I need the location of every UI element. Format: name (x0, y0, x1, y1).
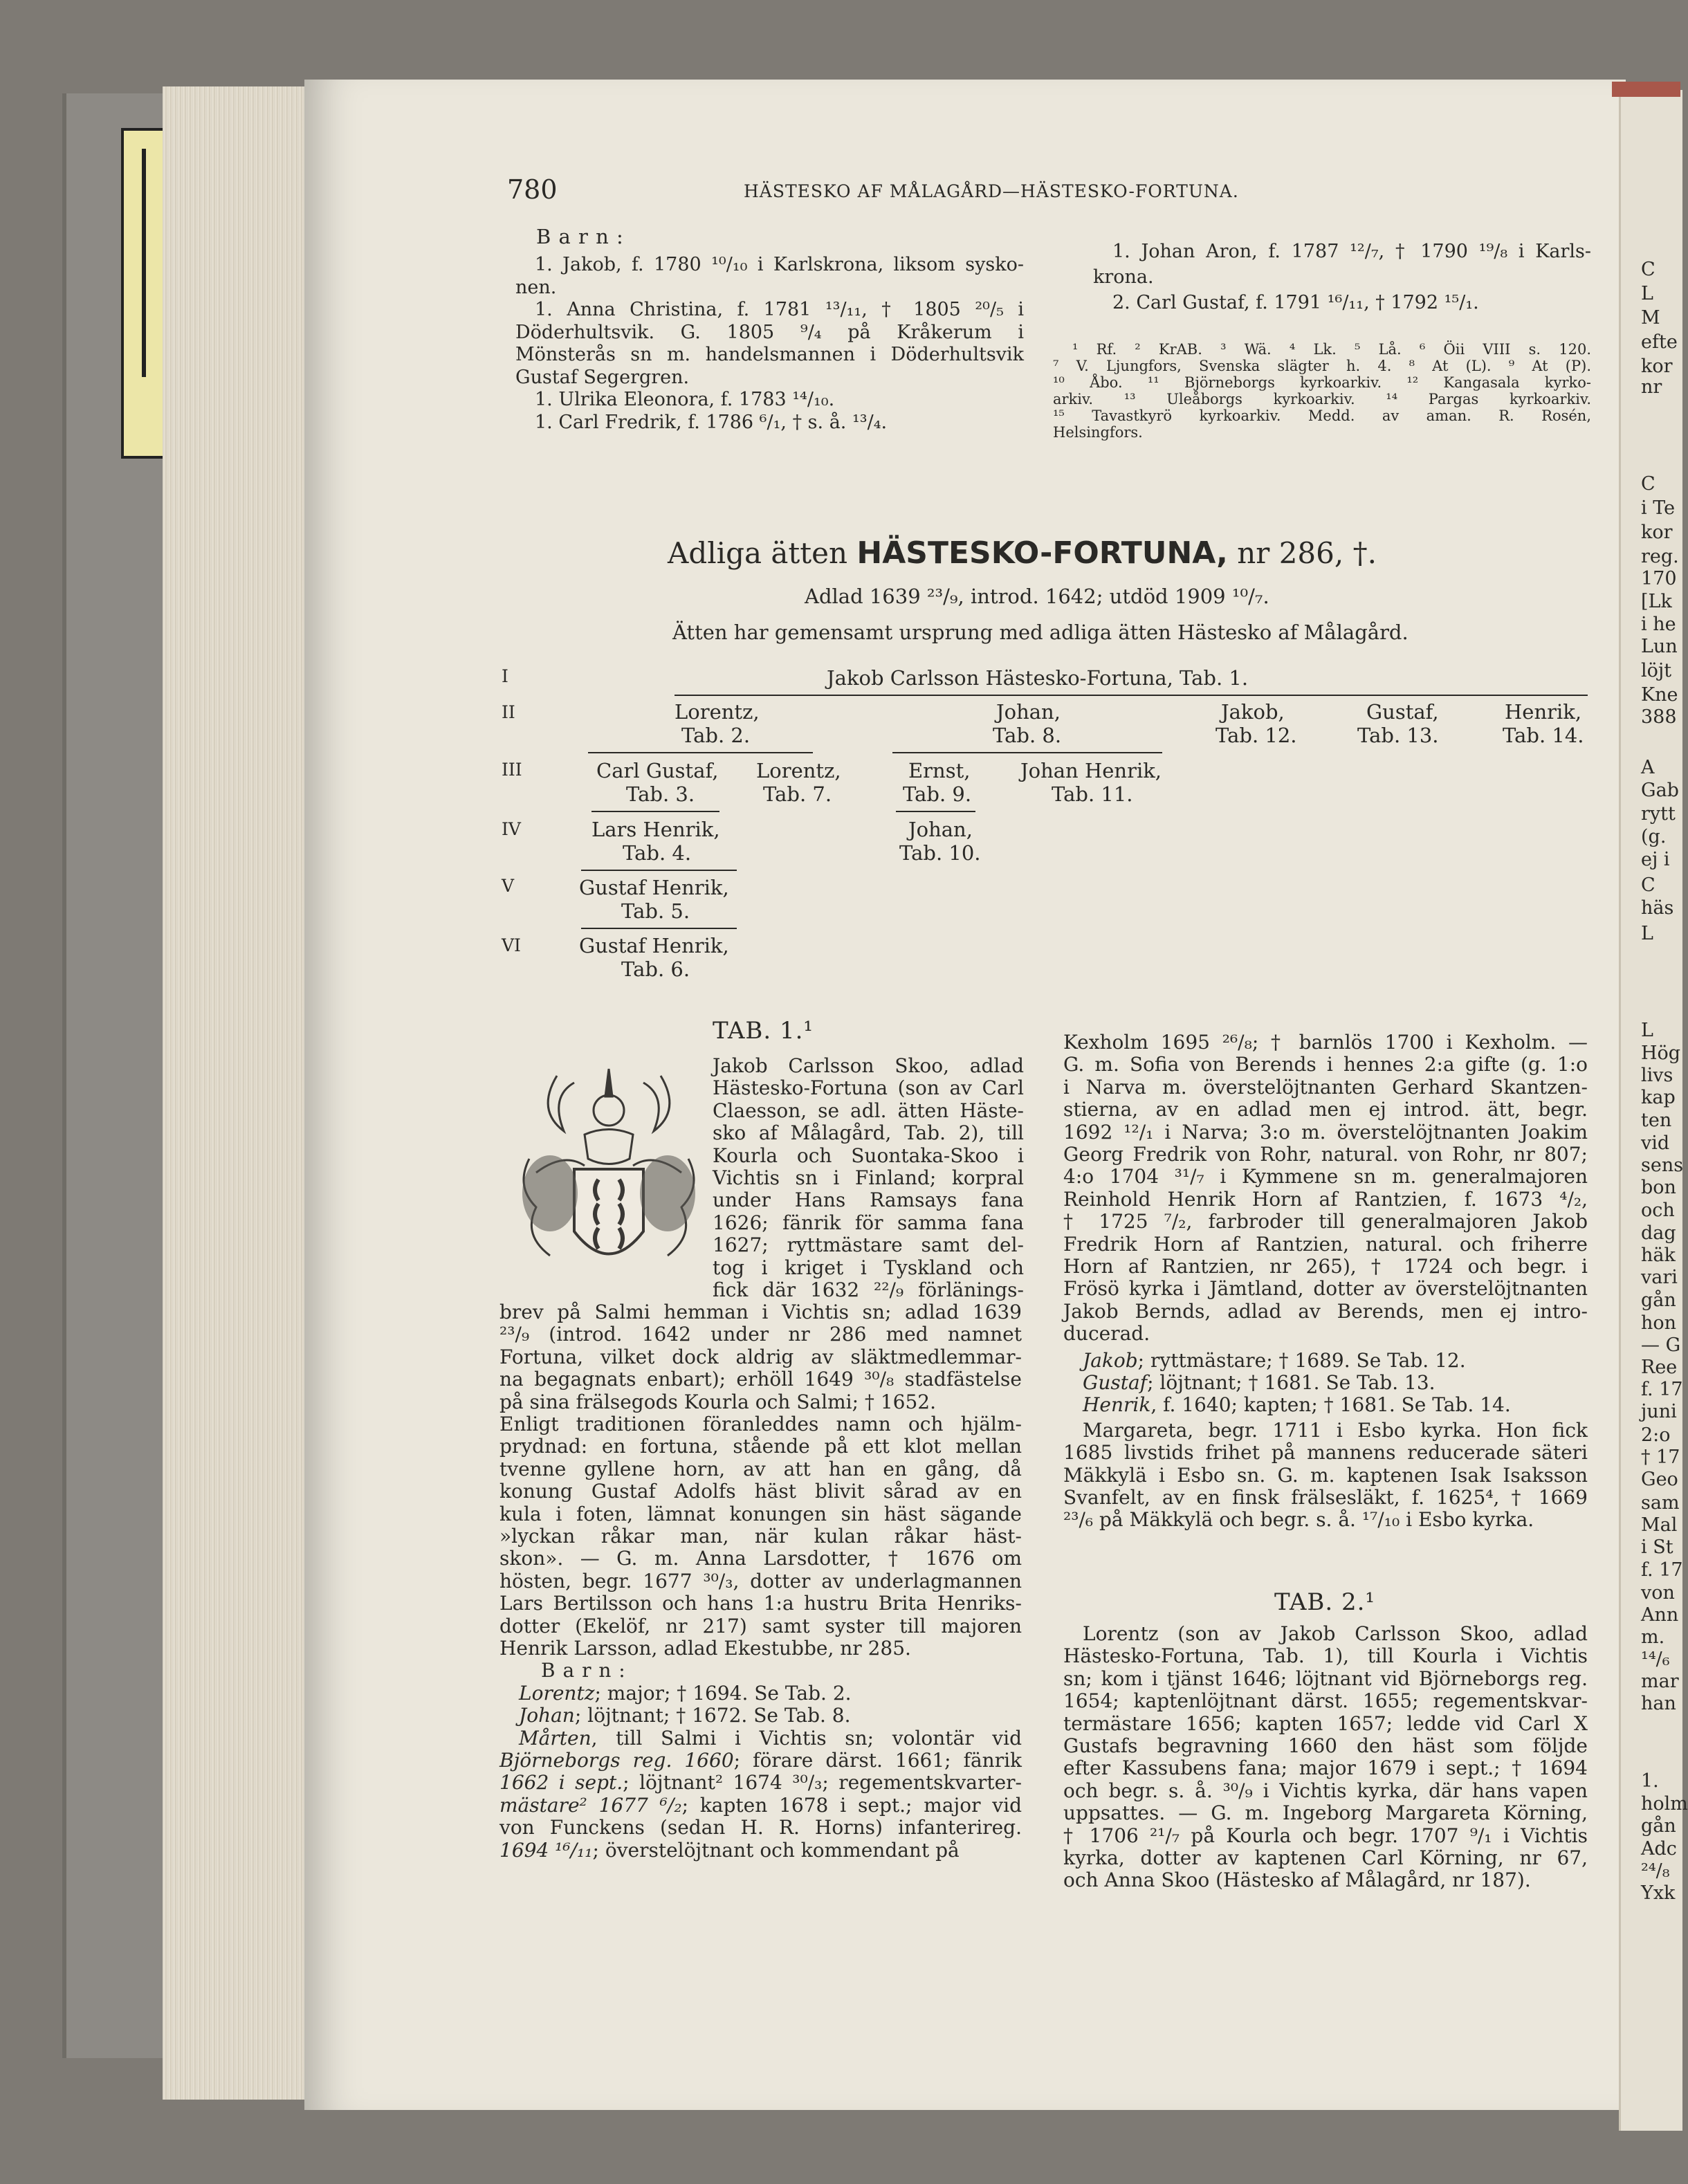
text-line: Jakob Bernds, adlad av Berends, men ej intro- (1063, 1299, 1588, 1323)
next-page-fragment: mar (1641, 1671, 1679, 1692)
next-page-fragment: ¹⁴/₆ (1641, 1649, 1670, 1670)
text-line: Claesson, se adl. ätten Häste- (713, 1099, 1024, 1122)
next-page-fragment: hon (1641, 1312, 1677, 1334)
tree-tab: Tab. 3. (626, 782, 695, 806)
text-line: Gustafs begravning 1660 den häst som följde (1063, 1734, 1588, 1757)
next-page-fragment: reg. (1641, 546, 1679, 567)
text-line: kula i foten, lämnat konungen sin häst sägande (499, 1502, 1022, 1525)
text-line: Horn af Rantzien, nr 265), † 1724 och begr. i (1063, 1255, 1588, 1278)
text-line: på sina frälsegods Kourla och Salmi; † 1652. (499, 1390, 936, 1413)
child-line: Björneborgs reg. 1660; förare därst. 1661; fänrik (499, 1749, 1022, 1772)
text-line: Mäkkylä i Esbo sn. G. m. kaptenen Isak Isaksson (1063, 1463, 1588, 1487)
tree-person: Gustaf, (1366, 700, 1439, 724)
next-page-fragment: häs (1641, 897, 1674, 919)
next-page-fragment: Kne (1641, 684, 1678, 706)
text-line: G. m. Sofia von Berends i hennes 2:a gifte (g. 1:o (1063, 1053, 1588, 1076)
tree-line (675, 695, 1588, 696)
footnote-line: ⁷ V. Ljungfors, Svenska slägter h. 4. ⁸ At (L). ⁹ At (P). (1053, 358, 1591, 374)
running-title: HÄSTESKO AF MÅLAGÅRD—HÄSTESKO-FORTUNA. (744, 181, 1239, 201)
text-line: Svanfelt, av en finsk frälsesläkt, f. 1625⁴, † 1669 (1063, 1486, 1588, 1509)
next-page-fragment: ²⁴/₈ (1641, 1860, 1670, 1882)
next-page-fragment: rytt (1641, 803, 1676, 825)
text-line: efter Kassubens fana; major 1679 i sept.; † 1694 (1063, 1756, 1588, 1780)
next-page-fragment: i St (1641, 1536, 1673, 1558)
text-line: Jakob Carlsson Skoo, adlad (713, 1054, 1024, 1077)
text-line: kyrka, dotter av kaptenen Carl Körning, nr 67, (1063, 1846, 1588, 1869)
text-line: nen. (515, 276, 557, 298)
footnote-line: arkiv. ¹³ Uleåborgs kyrkoarkiv. ¹⁴ Pargas kyrkoarkiv. (1053, 391, 1591, 407)
text-line: i Narva m. överstelöjtnanten Gerhard Skantzen- (1063, 1075, 1588, 1099)
tree-person: Ernst, (908, 759, 971, 782)
next-page-fragment: vari (1641, 1267, 1678, 1288)
tree-root: Jakob Carlsson Hästesko-Fortuna, Tab. 1. (827, 666, 1249, 690)
next-page-fragment: gån (1641, 1815, 1676, 1837)
text-line: uppsattes. — G. m. Ingeborg Margareta Körning, (1063, 1801, 1588, 1825)
next-page-fragment: nr (1641, 376, 1662, 398)
text-line: Georg Fredrik von Rohr, natural. von Rohr, nr 807; (1063, 1143, 1588, 1166)
next-page-fragment: han (1641, 1693, 1676, 1714)
next-page-fragment: dag (1641, 1222, 1676, 1244)
next-page-fragment: C (1641, 259, 1655, 280)
next-page-fragment: Mal (1641, 1514, 1678, 1536)
next-page-fragment: Ann (1641, 1604, 1679, 1626)
child-line: mästare² 1677 ⁶/₂; kapten 1678 i sept.; major vid (499, 1793, 1022, 1817)
text-line: Enligt traditionen föranleddes namn och hjälm- (499, 1413, 1022, 1435)
next-page-fragment: bon (1641, 1177, 1676, 1198)
child-line: Jakob; ryttmästare; † 1689. Se Tab. 12. (1083, 1348, 1466, 1372)
heading-prefix: Adliga ätten (668, 536, 848, 570)
text-line: krona. (1093, 266, 1154, 288)
tab1-barn-label: B a r n : (541, 1659, 626, 1682)
next-page-fragment: von (1641, 1582, 1675, 1604)
gen-label: I (502, 666, 508, 686)
child-line: 1662 i sept.; löjtnant² 1674 ³⁰/₃; regementskvarter- (499, 1771, 1022, 1795)
next-page-fragment: gån (1641, 1290, 1676, 1311)
next-page-fragment: och (1641, 1200, 1675, 1221)
coat-of-arms-illustration (508, 1055, 709, 1283)
family-heading (668, 536, 1377, 571)
child-line: von Funckens (sedan H. R. Horns) infanterireg. (499, 1816, 1022, 1839)
tree-line (892, 752, 1162, 753)
text-line: 4:o 1704 ³¹/₇ i Kymmene sn m. generalmajoren (1063, 1165, 1588, 1189)
text-line: 1. Anna Christina, f. 1781 ¹³/₁₁, † 1805 ²⁰/₅ i (535, 299, 1024, 320)
barn-label: B a r n : (536, 225, 624, 248)
footnote-line: Helsingfors. (1053, 424, 1143, 441)
tree-tab: Tab. 14. (1503, 724, 1584, 747)
text-line: na begagnats enbart); erhöll 1649 ³⁰/₈ stadfästelse (499, 1368, 1022, 1391)
text-line: fick där 1632 ²²/₉ förlänings- (713, 1278, 1024, 1301)
child-line: Gustaf; löjtnant; † 1681. Se Tab. 13. (1083, 1371, 1435, 1394)
next-page-fragment: Hög (1641, 1043, 1681, 1064)
tree-tab: Tab. 2. (681, 724, 751, 747)
tree-tab: Tab. 11. (1052, 782, 1133, 806)
text-line: och Anna Skoo (Hästesko af Målagård, nr 187). (1063, 1869, 1531, 1892)
child-line: 1694 ¹⁶/₁₁; överstelöjtnant och kommendant på (499, 1838, 960, 1862)
text-line: sn; kom i tjänst 1646; löjtnant vid Björneborgs reg. (1063, 1667, 1588, 1690)
text-line: 1. Johan Aron, f. 1787 ¹²/₇, † 1790 ¹⁹/₈ i Karls- (1112, 241, 1591, 262)
tree-tab: Tab. 7. (763, 782, 832, 806)
tree-person: Johan, (908, 818, 973, 841)
text-line: termästare 1656; kapten 1657; ledde vid Carl X (1063, 1712, 1588, 1735)
next-page-fragment: 1. (1641, 1770, 1659, 1792)
text-line: 1685 livstids frihet på mannens reducerade säteri (1063, 1441, 1588, 1465)
next-page-fragment: Geo (1641, 1469, 1678, 1490)
text-line: »lyckan råkar man, när kulan råkar häst- (499, 1525, 1022, 1548)
child-line: Mårten, till Salmi i Vichtis sn; volontär vid (519, 1726, 1022, 1750)
footnote-line: ¹⁵ Tavastkyrö kyrkoarkiv. Medd. av aman. R. Rosén, (1053, 407, 1591, 424)
next-page-fragment: kor (1641, 356, 1673, 377)
next-page-fragment: C (1641, 473, 1655, 495)
text-line: Reinhold Henrik Horn af Rantzien, f. 1673 ⁴/₂, (1063, 1187, 1588, 1211)
footnote-line: ¹ Rf. ² KrAB. ³ Wä. ⁴ Lk. ⁵ Lå. ⁶ Öii VIII s. 120. (1072, 341, 1591, 358)
next-page-fragment: holm (1641, 1793, 1688, 1815)
text-line: Lorentz (son av Jakob Carlsson Skoo, adlad (1083, 1622, 1588, 1645)
tree-person: Henrik, (1505, 700, 1582, 724)
next-page-fragment: vid (1641, 1132, 1670, 1154)
next-page-fragment: i Te (1641, 497, 1676, 519)
text-line: ²³/₉ (introd. 1642 under nr 286 med namnet (499, 1323, 1022, 1346)
text-line: skon». — G. m. Anna Larsdotter, † 1676 om (499, 1547, 1022, 1570)
gen-label: II (502, 702, 515, 722)
text-line: sko af Målagård, Tab. 2), till (713, 1121, 1024, 1145)
page-stamp (1612, 82, 1680, 97)
child-line: Henrik, f. 1640; kapten; † 1681. Se Tab. 14. (1083, 1393, 1511, 1417)
next-page-fragment: (g. (1641, 826, 1667, 847)
next-page-fragment: i he (1641, 614, 1676, 635)
text-line: Döderhultsvik. G. 1805 ⁹/₄ på Kråkerum i (515, 321, 1024, 343)
next-page-fragment: efte (1641, 331, 1678, 353)
tree-tab: Tab. 10. (899, 841, 981, 865)
text-line: ²³/₆ på Mäkkylä och begr. s. å. ¹⁷/₁₀ i Esbo kyrka. (1063, 1508, 1534, 1532)
next-page-fragment: — G (1641, 1334, 1681, 1356)
text-line: Vichtis sn i Finland; korpral (713, 1166, 1024, 1189)
tree-tab: Tab. 9. (903, 782, 972, 806)
gen-label: IV (502, 819, 521, 839)
next-page-fragment: C (1641, 874, 1655, 896)
text-line: dotter (Ekelöf, nr 217) samt syster till majoren (499, 1614, 1022, 1637)
text-line: stierna, av en adlad men ej introd. ätt, begr. (1063, 1098, 1588, 1121)
page-number: 780 (507, 174, 558, 205)
tree-line (588, 752, 813, 753)
next-page-fragment: Lun (1641, 636, 1678, 657)
tree-person: Carl Gustaf, (596, 759, 719, 782)
next-page-fragment: 2:o (1641, 1424, 1671, 1446)
tree-tab: Tab. 4. (623, 841, 692, 865)
text-line: hösten, begr. 1677 ³⁰/₃, dotter av underlagmannen (499, 1569, 1022, 1593)
heading-sub1: Adlad 1639 ²³/₉, introd. 1642; utdöd 1909 ¹⁰/₇. (805, 585, 1269, 608)
tree-person: Lars Henrik, (591, 818, 720, 841)
tree-tab: Tab. 6. (621, 957, 690, 981)
next-page-fragment: 170 (1641, 568, 1677, 589)
tree-person: Johan, (996, 700, 1061, 724)
next-page-fragment: A (1641, 757, 1655, 778)
text-line: Henrik Larsson, adlad Ekestubbe, nr 285. (499, 1637, 911, 1660)
gen-label: VI (502, 935, 521, 955)
tree-line (581, 870, 737, 871)
tab2-title: TAB. 2.¹ (1274, 1588, 1376, 1616)
heading-name: HÄSTESKO-FORTUNA, (856, 535, 1228, 571)
child-line: Johan; löjtnant; † 1672. Se Tab. 8. (519, 1704, 851, 1727)
text-line: tog i kriget i Tyskland och (713, 1256, 1024, 1279)
next-page-fragment: † 17 (1641, 1447, 1680, 1468)
next-page-fragment: f. 17 (1641, 1379, 1683, 1400)
next-page-fragment: M (1641, 307, 1660, 329)
tab1-title: TAB. 1.¹ (713, 1017, 814, 1045)
text-line: 1654; kaptenlöjtnant därst. 1655; regementskvar- (1063, 1689, 1588, 1713)
tree-line (581, 928, 737, 929)
text-line: 1. Jakob, f. 1780 ¹⁰/₁₀ i Karlskrona, liksom sysko- (535, 254, 1024, 275)
next-page-fragment: Yxk (1641, 1882, 1676, 1904)
text-line: Frösö kyrka i Jämtland, dotter av överstelöjtnanten (1063, 1277, 1588, 1301)
text-line: Hästesko-Fortuna (son av Carl (713, 1076, 1024, 1100)
next-page-fragment: sens (1641, 1155, 1684, 1176)
next-page-fragment: livs (1641, 1065, 1673, 1086)
next-page-fragment: m. (1641, 1626, 1665, 1648)
text-line: konung Gustaf Adolfs häst blivit sårad av en (499, 1480, 1022, 1503)
next-page-fragment: löjt (1641, 660, 1672, 681)
tree-person: Jakob, (1221, 700, 1285, 724)
text-line: brev på Salmi hemman i Vichtis sn; adlad 1639 (499, 1301, 1022, 1323)
text-line: † 1725 ⁷/₂, farbroder till generalmajoren Jakob (1063, 1210, 1588, 1233)
text-line: ducerad. (1063, 1322, 1150, 1346)
tree-person: Gustaf Henrik, (579, 876, 729, 899)
text-line: tvenne gyllene horn, av att han en gång, då (499, 1457, 1022, 1480)
next-page-fragment: Gab (1641, 780, 1679, 801)
tree-tab: Tab. 12. (1215, 724, 1297, 747)
next-page-fragment: kor (1641, 522, 1673, 543)
tree-person: Lorentz, (675, 700, 760, 724)
gen-label: III (502, 760, 522, 780)
text-line: Hästesko-Fortuna, Tab. 1), till Kourla i Vichtis (1063, 1644, 1588, 1668)
text-line: Fredrik Horn af Rantzien, natural. och friherre (1063, 1232, 1588, 1256)
text-line: Kourla och Suontaka-Skoo i (713, 1144, 1024, 1167)
text-line: Gustaf Segergren. (515, 366, 690, 388)
child-line: Lorentz; major; † 1694. Se Tab. 2. (519, 1681, 852, 1705)
next-page-fragment: [Lk (1641, 591, 1672, 612)
text-line: Fortuna, vilket dock aldrig av släktmedlemmar- (499, 1345, 1022, 1368)
spine-label-mark (142, 149, 146, 377)
next-page-fragment: L (1641, 283, 1653, 304)
text-line: Lars Bertilsson och hans 1:a hustru Brita Henriks- (499, 1592, 1022, 1615)
text-line: 1692 ¹²/₁ i Narva; 3:o m. överstelöjtnanten Joakim (1063, 1120, 1588, 1144)
text-line: och begr. s. å. ³⁰/₉ i Vichtis kyrka, där hans vapen (1063, 1779, 1588, 1802)
next-page-fragment: kap (1641, 1087, 1676, 1108)
next-page-fragment: ej i (1641, 849, 1670, 870)
next-page-fragment: f. 17 (1641, 1559, 1683, 1581)
text-line: Margareta, begr. 1711 i Esbo kyrka. Hon fick (1083, 1418, 1588, 1442)
text-line: Kexholm 1695 ²⁶/₈; † barnlös 1700 i Kexholm. — (1063, 1031, 1588, 1054)
tree-tab: Tab. 5. (621, 899, 690, 923)
tree-line (896, 811, 975, 812)
next-page-fragment: juni (1641, 1401, 1677, 1422)
next-page-fragment: sam (1641, 1492, 1680, 1514)
next-page-fragment: 388 (1641, 706, 1677, 728)
gen-label: V (502, 876, 515, 896)
tree-line (591, 811, 719, 812)
next-page-fragment: häk (1641, 1245, 1676, 1266)
text-line: prydnad: en fortuna, stående på ett klot mellan (499, 1435, 1022, 1458)
text-line: Mönsterås sn m. handelsmannen i Döderhultsvik (515, 344, 1024, 365)
text-line: 1626; fänrik för samma fana (713, 1211, 1024, 1234)
next-page-fragment: Adc (1641, 1838, 1677, 1860)
next-page-fragment: L (1641, 1020, 1653, 1041)
text-line: under Hans Ramsays fana (713, 1189, 1024, 1212)
text-line: 2. Carl Gustaf, f. 1791 ¹⁶/₁₁, † 1792 ¹⁵/₁. (1112, 292, 1479, 313)
heading-sub2: Ätten har gemensamt ursprung med adliga ätten Hästesko af Målagård. (672, 621, 1409, 644)
next-page-fragment: L (1641, 923, 1653, 944)
footnote-line: ¹⁰ Åbo. ¹¹ Björneborgs kyrkoarkiv. ¹² Kangasala kyrko- (1053, 374, 1591, 391)
text-line: 1627; ryttmästare samt del- (713, 1233, 1024, 1257)
tree-tab: Tab. 8. (993, 724, 1062, 747)
text-line: 1. Carl Fredrik, f. 1786 ⁶/₁, † s. å. ¹³/₄. (535, 411, 888, 433)
next-page-fragment: ten (1641, 1110, 1672, 1131)
text-line: 1. Ulrika Eleonora, f. 1783 ¹⁴/₁₀. (535, 389, 835, 410)
tree-person: Gustaf Henrik, (579, 934, 729, 957)
next-page-fragment: Ree (1641, 1357, 1678, 1378)
tree-person: Lorentz, (756, 759, 841, 782)
heading-suffix: nr 286, †. (1237, 536, 1377, 570)
text-line: † 1706 ²¹/₇ på Kourla och begr. 1707 ⁹/₁ i Vichtis (1063, 1824, 1588, 1847)
tree-person: Johan Henrik, (1020, 759, 1162, 782)
tree-tab: Tab. 13. (1357, 724, 1439, 747)
